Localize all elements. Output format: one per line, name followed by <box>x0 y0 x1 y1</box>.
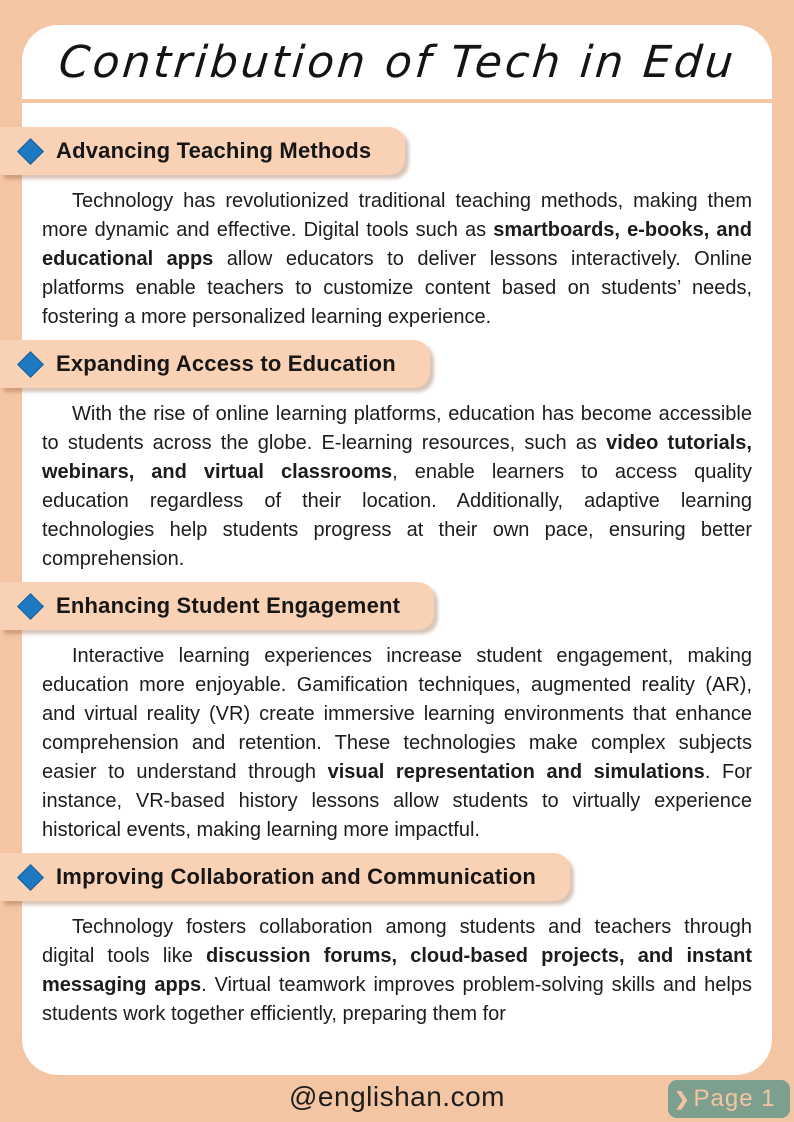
diamond-bullet-icon <box>17 593 44 620</box>
bold-run: video tutorials, webinars, and virtual classrooms <box>42 432 752 483</box>
section <box>42 574 752 845</box>
section <box>42 332 752 574</box>
text-run: Technology fosters collaboration among students and teachers through digital tools like <box>42 916 752 967</box>
section-paragraph <box>42 187 752 332</box>
section <box>42 845 752 1029</box>
text-run: . For instance, VR-based history lessons allow students to virtually experience historical events, making learning more impactful. <box>42 761 752 841</box>
text-run: . Virtual teamwork improves problem-solving skills and helps students work together efficiently, preparing them for <box>42 974 752 1025</box>
diamond-bullet-icon <box>17 351 44 378</box>
footer <box>0 1075 794 1122</box>
bold-run: visual representation and simulations <box>327 761 705 783</box>
bold-run: discussion forums, cloud-based projects, and instant messaging apps <box>42 945 752 996</box>
section-heading-pill <box>0 340 430 388</box>
section-heading-pill <box>0 853 570 901</box>
section-heading-label: Improving Collaboration and Communication <box>56 864 536 889</box>
text-run: Interactive learning experiences increase student engagement, making education more enjoyable. Gamification techniques, augmented reality (AR), and virtual reality (VR) create immersive learning environments that enhance comprehension and retention. These technologies make complex subjects easier to understand through <box>42 645 752 783</box>
text-run: With the rise of online learning platforms, education has become accessible to students across the globe. E-learning resources, such as <box>42 403 752 454</box>
section-heading-pill <box>0 582 434 630</box>
section <box>42 115 752 332</box>
text-run: Technology has revolutionized traditional teaching methods, making them more dynamic and effective. Digital tools such as <box>42 190 752 241</box>
text-run: , enable learners to access quality education regardless of their location. Additionally, adaptive learning technologies help students progress at their own pace, ensuring better comprehension. <box>42 461 752 570</box>
page-number-label: Page 1 <box>693 1085 776 1112</box>
page-title: Contribution of Tech in Edu <box>56 36 738 88</box>
site-handle: @englishan.com <box>289 1081 505 1112</box>
content-card <box>22 25 772 1075</box>
diamond-bullet-icon <box>17 138 44 165</box>
chevron-right-icon: ❯ <box>674 1089 690 1109</box>
section-heading-label: Expanding Access to Education <box>56 351 396 376</box>
section-paragraph <box>42 642 752 845</box>
section-paragraph <box>42 400 752 574</box>
section-heading-label: Advancing Teaching Methods <box>56 138 372 163</box>
text-run: allow educators to deliver lessons interactively. Online platforms enable teachers to customize content based on students’ needs, fostering a more personalized learning experience. <box>42 248 752 328</box>
section-heading-label: Enhancing Student Engagement <box>56 593 401 618</box>
title-bar <box>22 25 772 99</box>
diamond-bullet-icon <box>17 864 44 891</box>
section-paragraph <box>42 913 752 1029</box>
content <box>22 103 772 1029</box>
bold-run: smartboards, e-books, and educational apps <box>42 219 752 270</box>
page-number-badge <box>668 1080 790 1118</box>
section-heading-pill <box>0 127 405 175</box>
